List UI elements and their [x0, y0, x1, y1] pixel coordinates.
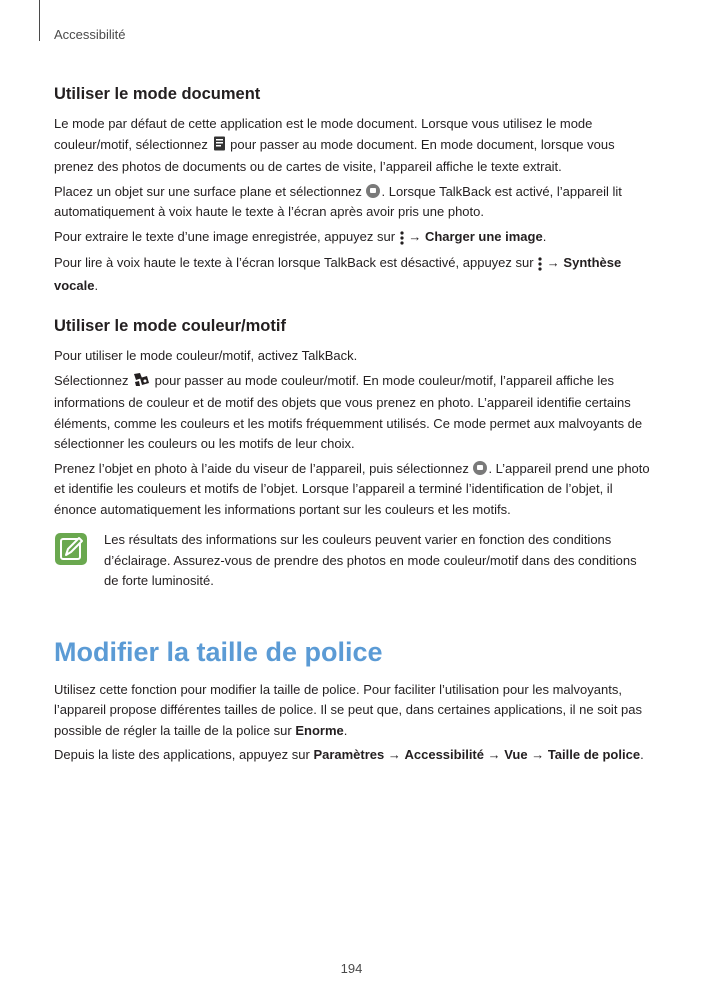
paragraph: Prenez l’objet en photo à l’aide du viseur de l’appareil, puis sélectionnez . L’appareil prend une photo et identifie les couleurs et motifs de l’objet. Lorsque l’appareil a terminé l’identification de l’objet, il énonce automatiquement les informations portant sur les couleurs et les motifs. [54, 460, 650, 517]
camera-shutter-icon [473, 461, 487, 475]
document-mode-icon [213, 136, 226, 158]
note-text: Les résultats des informations sur les couleurs peuvent varier en fonction des conditions d’éclairage. Assurez-vous de prendre des photos en mode couleur/motif dans des conditions de forte luminosité. [104, 532, 637, 588]
paragraph: Pour extraire le texte d’une image enregistrée, appuyez sur → Charger une image. [54, 227, 654, 250]
paragraph: Placez un objet sur une surface plane et sélectionnez . Lorsque TalkBack est activé, l’appareil lit automatiquement à voix haute le texte à l’écran après avoir pris une photo. [54, 183, 622, 219]
more-options-icon [400, 229, 404, 250]
header-divider [39, 0, 40, 41]
section-title-color-pattern-mode: Utiliser le mode couleur/motif [54, 317, 286, 335]
paragraph: Depuis la liste des applications, appuyez sur Paramètres → Accessibilité → Vue → Taille de police. [54, 747, 644, 762]
page-content [54, 84, 654, 770]
section-title-document-mode: Utiliser le mode document [54, 85, 261, 103]
chapter-title-font-size: Modifier la taille de police [54, 636, 383, 667]
color-pattern-mode-icon [133, 372, 150, 394]
more-options-icon [538, 255, 542, 276]
paragraph: Pour utiliser le mode couleur/motif, activez TalkBack. [54, 348, 358, 363]
running-header: Accessibilité [54, 27, 126, 42]
note-pencil-icon [54, 532, 88, 566]
paragraph: Le mode par défaut de cette application est le mode document. Lorsque vous utilisez le mode couleur/motif, sélectionnez pour passer au mode document. En mode document, lorsque vous prenez des photos de documents ou de cartes de visite, l’appareil affiche le texte extrait. [54, 116, 615, 174]
paragraph: Utilisez cette fonction pour modifier la taille de police. Pour faciliter l’utilisation pour les malvoyants, l’appareil propose différentes tailles de police. Il se peut que, dans certaines applications, il ne soit pas possible de régler la taille de la police sur Enorme. [54, 681, 643, 738]
paragraph: Pour lire à voix haute le texte à l’écran lorsque TalkBack est désactivé, appuyez sur → Synthèse vocale. [54, 255, 622, 293]
paragraph: Sélectionnez pour passer au mode couleur/motif. En mode couleur/motif, l’appareil affiche les informations de couleur et de motif des objets que vous prenez en photo. L’appareil identifie certains éléments, comme les couleurs et les motifs fréquemment utilisés. Ce mode permet aux malvoyants de sélectionner les couleurs ou les motifs de leur choix. [54, 372, 643, 451]
note-box [54, 530, 654, 592]
camera-shutter-icon [366, 184, 380, 198]
page-number: 194 [340, 961, 363, 976]
